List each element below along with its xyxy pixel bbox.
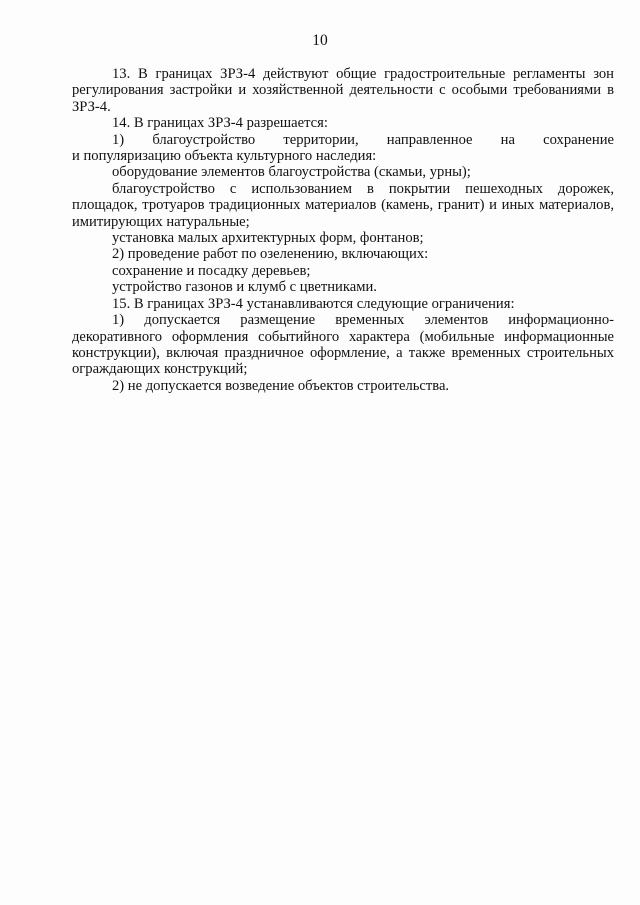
list-item-trees: сохранение и посадку деревьев; [112,262,311,279]
paragraph-13: 13. В границах ЗРЗ-4 действуют общие градостроительные регламенты зон регулирования застройки и хозяйственной деятельности с особыми требованиями в ЗРЗ-4. [72,66,614,115]
list-item-paving-materials: благоустройство с использованием в покрытии пешеходных дорожек, площадок, тротуаров традиционных материалов (камень, гранит) и иных материалов, имитирующих натуральные; [72,180,614,230]
list-item-equipment: оборудование элементов благоустройства (скамьи, урны); [112,164,471,181]
list-item-lawns: устройство газонов и клумб с цветниками. [112,279,377,296]
list-item-small-forms: установка малых архитектурных форм, фонтанов; [112,230,424,247]
restriction-construction: 2) не допускается возведение объектов строительства. [112,377,450,394]
document-body [72,66,614,394]
paragraph-14: 14. В границах ЗРЗ-4 разрешается: [112,115,328,132]
page-number: 10 [312,32,328,49]
restriction-temporary-elements: 1) допускается размещение временных элементов информационно-декоративного оформления событийного характера (мобильные информационные конструкции), включая праздничное оформление, а также временных строительных ограждающих конструкций; [72,312,614,378]
list-item-greening: 2) проведение работ по озеленению, включающих: [112,246,429,263]
list-item-landscaping-continued: и популяризацию объекта культурного наследия: [72,148,377,165]
paragraph-15: 15. В границах ЗРЗ-4 устанавливаются следующие ограничения: [112,295,515,312]
list-item-landscaping: 1) благоустройство территории, направленное на сохранение [112,131,614,148]
